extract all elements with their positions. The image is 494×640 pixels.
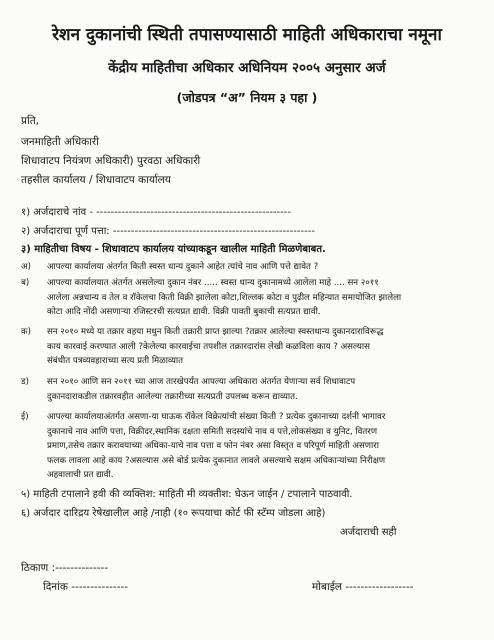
- item-line: आलेला अन्नधान्य व तेल व रॉकेलचा किती विक्री झालेला कोटा,शिल्लक कोटा व पुढील महिन्यात समायोजित झालेला: [47, 292, 402, 303]
- form-subtitle: केंद्रीय माहितीचा अधिकार अधिनियम २००५ अनुसार अर्ज: [108, 60, 386, 76]
- addressee-line-3: तहसील कार्यालय / शिधावाटप कार्यालय: [21, 174, 171, 186]
- item-marker: ड): [21, 377, 29, 387]
- item-marker: ब): [21, 278, 30, 288]
- information-subject: ३) माहितीचा विषय - शिधावाटप कार्यालय यांच्याकडून खालील माहिती मिळणेबाबत.: [21, 244, 326, 255]
- item-line: अहवालाची प्रत द्यावी.: [47, 470, 114, 480]
- applicant-address-field: २) अर्जदाराचा पूर्ण पत्ता: --------------------------------------------------------: [21, 226, 315, 237]
- item-line: दुकानदाराकडील तक्रारवहीत आलेल्या तक्रारीच्या सत्यप्रती उपलब्ध करून द्याव्यात.: [47, 391, 298, 402]
- form-title: रेशन दुकानांची स्थिती तपासण्यासाठी माहिती अधिकाराचा नमूना: [52, 25, 442, 45]
- item-line: कोटा आदि नोंदी असणाऱ्या रजिस्टरची सत्यप्रत द्यावी. विक्री पावती बुकाची सत्यप्रत द्यावी.: [47, 307, 321, 317]
- item-marker: क): [21, 327, 31, 337]
- date-field: दिनांक ---------------: [43, 581, 129, 593]
- item-line: आपल्या कार्यालयात अंतर्गत असलेल्या दुकान नंबर ..... स्वस्त धान्य दुकानामध्ये आलेला माहे .... सन २०११: [47, 278, 379, 288]
- addressee-line-2: शिधावाटप नियंत्रण अधिकारी) पुरवठा अधिकारी: [21, 155, 201, 167]
- addressee-prati: प्रति,: [21, 115, 40, 127]
- place-field: ठिकाण :--------------: [21, 562, 109, 574]
- item-line: दुकानाचे नाव आणि पत्ता, विक्रीदर,स्थानिक दक्षता समिती सदस्यांचे नाव व पत्ते,लोकसंख्या व युनिट, वितरण: [47, 426, 378, 437]
- item-marker: अ): [21, 262, 31, 272]
- bpl-status-field: ६) अर्जदार दारिद्रय रेषेखालील आहे /नाही (१० रूपयाचा कोर्ट फी स्टॅम्प जोडला आहे): [21, 508, 326, 519]
- item-line: आपल्या कार्यालया अंतर्गत किती स्वस्त धान्य दुकाने आहेत त्यांचे नाव आणि पत्ते द्यावेत ?: [47, 262, 319, 272]
- item-line: फलक लावला आहे काय ?असल्यास असे बोर्ड प्रत्येक दुकानात लावले असल्याचे सक्षम अधिकाऱ्यांच्या निरीक्षण: [47, 455, 386, 466]
- item-line: आपल्या कार्यालयाअंतर्गत असणा-या घाऊक रॉकेल विक्रेत्यांची संख्या किती ? प्रत्येक दुकानाच्या दर्शनी भागावर: [47, 412, 386, 422]
- item-line: संबंधीत पत्रव्यवहाराच्या सत्य प्रती मिळाव्यात: [47, 356, 183, 366]
- applicant-name-field: १) अर्जदाराचे नांव - ------------------------------------------------------: [21, 207, 291, 218]
- item-line: सन २०१० मध्ये या तक्रार वहया मधुन किती तक्रारी प्राप्त झाल्या ?तक्रार आलेल्या स्वस्तधान्य दुकानदाराविरूद्ध: [47, 327, 384, 337]
- applicant-signature-label: अर्जदाराची सही: [340, 527, 397, 538]
- item-line: सन २०१० आणि सन २०११ च्या आज तारखेपर्यंत आपल्या अधिकारा अंतर्गत येणाऱ्या सर्व शिधावाटप: [47, 377, 356, 387]
- item-line: प्रमाण,तसेच तक्रार करावयाच्या अधिका-याचे नाव पत्ता व फोन नंबर असा विस्तृत व परिपूर्ण माहिती असणारा: [47, 441, 379, 451]
- item-marker: ई): [21, 412, 29, 422]
- item-line: काय कारवाई करण्यात आली ?केलेल्या कारवाईचा तपशील तक्रारदारांस लेखी कळविला काय ? असल्यास: [47, 341, 370, 352]
- form-annex-note: (जोडपत्र “अ” नियम ३ पहा ): [176, 90, 318, 105]
- addressee-line-1: जनमाहिती अधिकारी: [21, 136, 99, 148]
- mobile-field: मोबाईल ------------------: [312, 581, 414, 593]
- delivery-mode-field: ५) माहिती टपालाने हवी की व्यक्तिश: माहिती मी व्यक्तीश: घेऊन जाईन / टपालाने पाठवावी.: [21, 489, 353, 500]
